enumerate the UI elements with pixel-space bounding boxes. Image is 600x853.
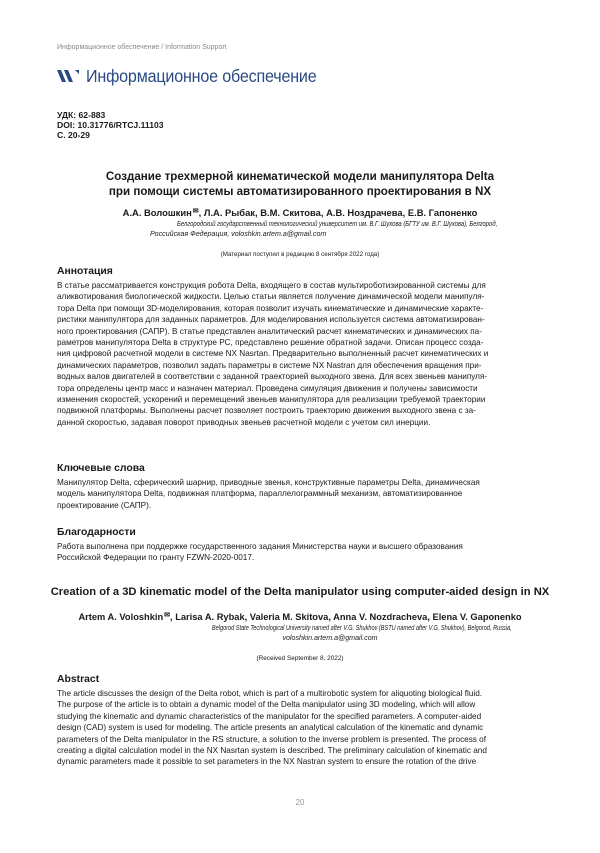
- annotation-text: [57, 280, 544, 428]
- keywords-heading: Ключевые слова: [57, 463, 145, 474]
- received-ru: (Материал поступил в редакцию 8 сентября 2022 года): [220, 251, 380, 258]
- affiliation-ru-line: Российская Федерация, voloshkin.artem.a@gmail.com: [150, 230, 327, 238]
- annotation-line: раметров манипулятора Delta в структуре РС, представлено решение обратной задачи. Описан процесс созда-: [57, 337, 484, 347]
- abstract-line: design (CAD) system is used for modeling. The article presents an analytical calculation of the kinematic and dynamic: [57, 723, 484, 733]
- annotation-heading: Аннотация: [57, 266, 113, 277]
- abstract-line: studying the kinematic and dynamic characteristics of the manipulator for the specified parameters. A computer-aided: [57, 711, 482, 721]
- annotation-line: аликвотирования биологической жидкости. Целью статьи является получение динамической модели манипуля-: [57, 292, 485, 302]
- acknowledgments-line: Работа выполнена при поддержке государственного задания Министерства науки и высшего образования: [57, 542, 463, 551]
- abstract-heading: Abstract: [57, 674, 100, 685]
- authors-en: [40, 611, 560, 622]
- authors-ru: [60, 207, 540, 218]
- section-title: Информационное обеспечение: [86, 65, 317, 86]
- annotation-line: тора Delta при помощи 3D-моделирования, которая позволит изучать кинематические и динамические характе-: [57, 303, 484, 313]
- annotation-line: изменения скоростей, ускорений и перемещений звеньев манипулятора для реализации требуемой траектории: [57, 394, 486, 404]
- envelope-icon: ✉: [164, 612, 171, 619]
- keywords-line: модель манипулятора Delta, подвижная платформа, параллелограммный механизм, автоматизированное: [57, 489, 463, 499]
- coauthors-ru: , Л.А. Рыбак, В.М. Скитова, А.В. Ноздрачева, Е.В. Гапоненко: [198, 207, 478, 218]
- keywords-text: [57, 477, 544, 511]
- title-ru-line: Создание трехмерной кинематической модели манипулятора Delta: [105, 170, 495, 183]
- corresponding-author-en: Artem A. Voloshkin: [78, 612, 164, 622]
- section-header: [57, 64, 337, 88]
- abstract-line: The article discusses the design of the Delta robot, which is part of a multirobotic system for aliquoting biological fluid.: [57, 689, 483, 698]
- affiliation-en-line: Belgorod State Technological University named after V.G. Shukhov (BSTU named after V.G. Shukhov), Belgorod, Russia,: [211, 624, 512, 632]
- keywords-line: проектирование (САПР).: [57, 500, 152, 510]
- affiliation-en-line: voloshkin.artem.a@gmail.com: [282, 633, 378, 642]
- udc-code: УДК: 62-883: [57, 110, 106, 120]
- acknowledgments-line: Российской Федерации по гранту FZWN-2020-0017.: [57, 553, 255, 563]
- page-number: 20: [295, 798, 305, 807]
- corresponding-author-ru: А.А. Волошкин: [122, 207, 192, 218]
- acknowledgments-text: [57, 541, 544, 564]
- abstract-text: [57, 688, 544, 768]
- annotation-line: ния цифровой расчетной модели в системе NX Nasrtan. Предварительно выполненный расчет кинематических и: [57, 349, 489, 359]
- annotation-line: данной скоростью, задавая поворот приводных звеньев расчетной модели с учетом сил инерции.: [57, 417, 431, 427]
- received-en: (Received September 8, 2022): [256, 655, 344, 662]
- title-en: Creation of a 3D kinematic model of the Delta manipulator using computer-aided design in NX: [50, 586, 550, 598]
- envelope-icon: ✉: [192, 208, 199, 215]
- abstract-line: parameters of the Delta manipulator in the RS structure, a solution to the inverse problem is presented. The process of: [57, 734, 487, 744]
- coauthors-en: , Larisa A. Rybak, Valeria M. Skitova, Anna V. Nozdracheva, Elena V. Gaponenko: [170, 612, 522, 622]
- article-meta: [57, 110, 164, 140]
- abstract-line: creating a digital calculation model in the NX Nasrtan system is described. The preliminary calculation of kinematic and: [57, 745, 487, 755]
- doi: DOI: 10.31776/RTCJ.11103: [57, 120, 164, 130]
- annotation-line: динамических параметров, позволил задать параметры в системе NX Nastran для обеспечения вращения при-: [57, 360, 482, 370]
- title-ru-line: при помощи системы автоматизированного проектирования в NX: [108, 185, 492, 198]
- keywords-line: Манипулятор Delta, сферический шарнир, приводные звенья, конструктивные параметры Delta, динамическая: [57, 478, 480, 487]
- acknowledgments-heading: Благодарности: [57, 527, 136, 538]
- annotation-line: ристики манипулятора для заданных параметров. Для моделирования используется система автоматизирован-: [57, 315, 485, 325]
- affiliation-ru-line: Белгородский государственный технологический университет им. В.Г. Шухова (БГТУ им. В.Г. Шухова), Белгород,: [177, 220, 498, 228]
- annotation-line: В статье рассматривается конструкция робота Delta, входящего в состав мультироботизированной системы для: [57, 281, 486, 290]
- running-head: Информационное обеспечение / Information Support: [57, 44, 227, 51]
- annotation-line: водных валов двигателей в соответствии с заданной траекторией выходного звена. Для всех звеньев манипуля-: [57, 372, 488, 382]
- annotation-line: тора определены центр масс и назначен материал. Проведена симуляция движения и получены зависимости: [57, 383, 478, 393]
- annotation-line: ного проектирования (САПР). В статье представлен аналитический расчет кинематических и динамических па-: [57, 326, 482, 336]
- affiliation-en: [180, 624, 512, 643]
- journal-logo-icon: [57, 68, 79, 84]
- affiliation-ru: [150, 219, 498, 239]
- abstract-line: dynamic parameters made it possible to set parameters in the NX Nastran system to ensure the rotation of the drive: [57, 757, 477, 767]
- title-ru: [60, 169, 540, 199]
- annotation-line: подвижной платформы. Выполнены расчет позволяет построить траекторию движения выходного звена с за-: [57, 406, 476, 416]
- abstract-line: The purpose of the article is to obtain a dynamic model of the Delta manipulator using 3D modeling, which will allow: [57, 700, 476, 710]
- page-range: С. 20-29: [57, 130, 90, 140]
